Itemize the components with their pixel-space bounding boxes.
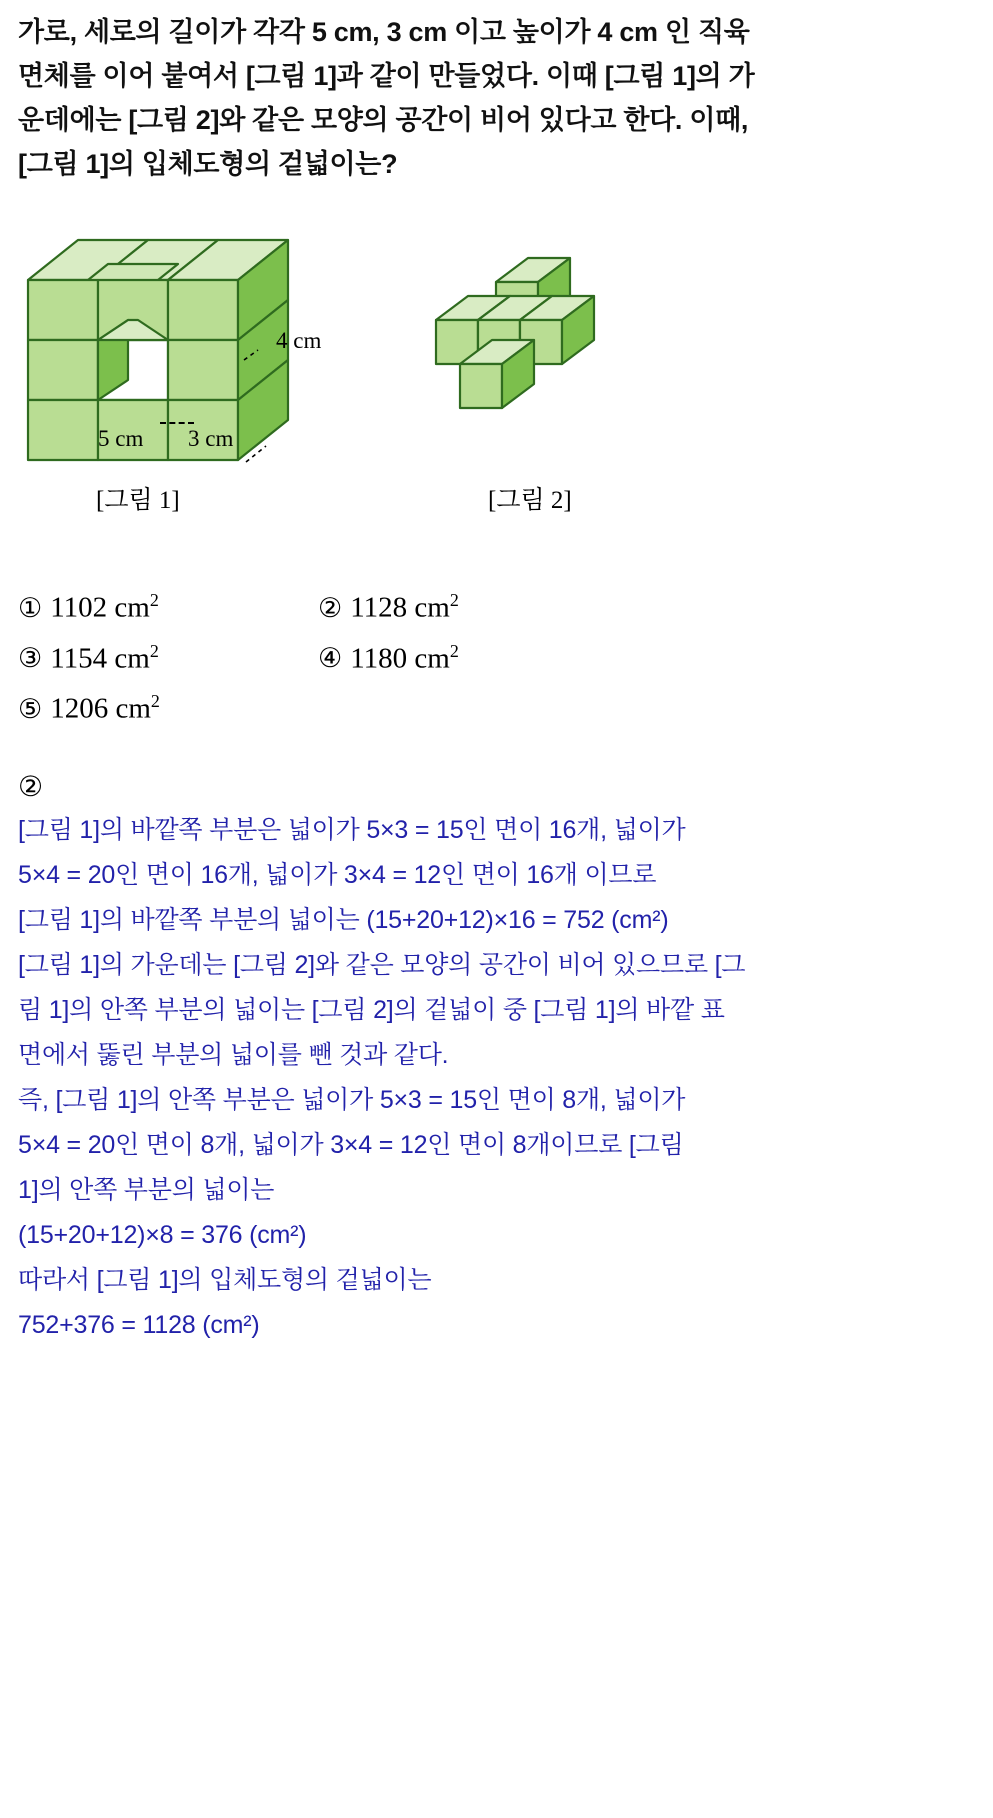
question-line: 면체를 이어 붙여서 [그림 1]과 같이 만들었다. 이때 [그림 1]의 가 <box>18 61 755 91</box>
figure-2-svg <box>418 240 678 460</box>
depth-label: 3 cm <box>188 426 234 451</box>
figure-1 <box>8 200 368 500</box>
choice-unit: cm <box>414 642 450 675</box>
choice-exponent: 2 <box>149 590 159 610</box>
choice-row <box>18 641 975 676</box>
question-block <box>18 10 975 186</box>
choice-value: 1128 <box>350 591 408 624</box>
figures-area <box>18 200 975 530</box>
question-line: 가로, 세로의 길이가 각각 5 cm, 3 cm 이고 높이가 4 cm 인 직육 <box>18 17 750 47</box>
figure-1-caption: [그림 1] <box>96 487 180 514</box>
choice-value: 1180 <box>350 642 408 675</box>
choice-row <box>18 590 975 625</box>
choice-unit: cm <box>414 591 450 624</box>
choice-marker: ⑤ <box>18 693 43 724</box>
choice-2[interactable] <box>318 590 459 625</box>
choice-5[interactable] <box>18 691 318 726</box>
question-line: [그림 1]의 입체도형의 겉넓이는? <box>18 149 398 179</box>
choice-unit: cm <box>114 642 150 675</box>
solution-block <box>18 808 975 1348</box>
choice-marker: ③ <box>18 643 43 674</box>
solution-line: 752+376 = 1128 (cm²) <box>18 1310 260 1339</box>
choice-marker: ① <box>18 592 43 623</box>
solution-line: 면에서 뚫린 부분의 넓이를 뺀 것과 같다. <box>18 1040 449 1069</box>
solution-line: [그림 1]의 바깥쪽 부분의 넓이는 (15+20+12)×16 = 752 (cm²) <box>18 905 669 934</box>
choice-unit: cm <box>115 692 151 725</box>
solution-line: [그림 1]의 가운데는 [그림 2]와 같은 모양의 공간이 비어 있으므로 [그 <box>18 950 746 979</box>
choice-value: 1102 <box>50 591 108 624</box>
choice-value: 1154 <box>50 642 108 675</box>
choice-exponent: 2 <box>449 640 459 661</box>
solution-line: (15+20+12)×8 = 376 (cm²) <box>18 1220 307 1249</box>
choice-marker: ④ <box>318 643 343 674</box>
solution-line: 즉, [그림 1]의 안쪽 부분은 넓이가 5×3 = 15인 면이 8개, 넓이가 <box>18 1085 686 1114</box>
figure-2-caption: [그림 2] <box>488 487 572 514</box>
choice-4[interactable] <box>318 641 459 676</box>
solution-line: 따라서 [그림 1]의 입체도형의 겉넓이는 <box>18 1265 432 1294</box>
solution-line: [그림 1]의 바깥쪽 부분은 넓이가 5×3 = 15인 면이 16개, 넓이가 <box>18 815 686 844</box>
solution-line: 1]의 안쪽 부분의 넓이는 <box>18 1175 275 1204</box>
choice-unit: cm <box>114 591 150 624</box>
figure-2 <box>418 240 678 460</box>
solution-line: 5×4 = 20인 면이 16개, 넓이가 3×4 = 12인 면이 16개 이므로 <box>18 860 657 889</box>
choice-exponent: 2 <box>449 590 459 610</box>
choice-list <box>18 590 975 726</box>
height-label: 4 cm <box>276 328 322 353</box>
width-label: 5 cm <box>98 426 144 451</box>
choice-value: 1206 <box>50 692 109 725</box>
dim-connector <box>160 422 194 424</box>
answer-marker: ② <box>18 771 44 803</box>
choice-row <box>18 691 975 726</box>
solution-line: 5×4 = 20인 면이 8개, 넓이가 3×4 = 12인 면이 8개이므로 [그림 <box>18 1130 684 1159</box>
choice-3[interactable] <box>18 641 318 676</box>
choice-1[interactable] <box>18 590 318 625</box>
choice-marker: ② <box>318 592 343 623</box>
question-line: 운데에는 [그림 2]와 같은 모양의 공간이 비어 있다고 한다. 이때, <box>18 105 749 135</box>
choice-exponent: 2 <box>150 691 160 712</box>
solution-line: 림 1]의 안쪽 부분의 넓이는 [그림 2]의 겉넓이 중 [그림 1]의 바깥 표 <box>18 995 725 1024</box>
choice-exponent: 2 <box>149 640 159 661</box>
